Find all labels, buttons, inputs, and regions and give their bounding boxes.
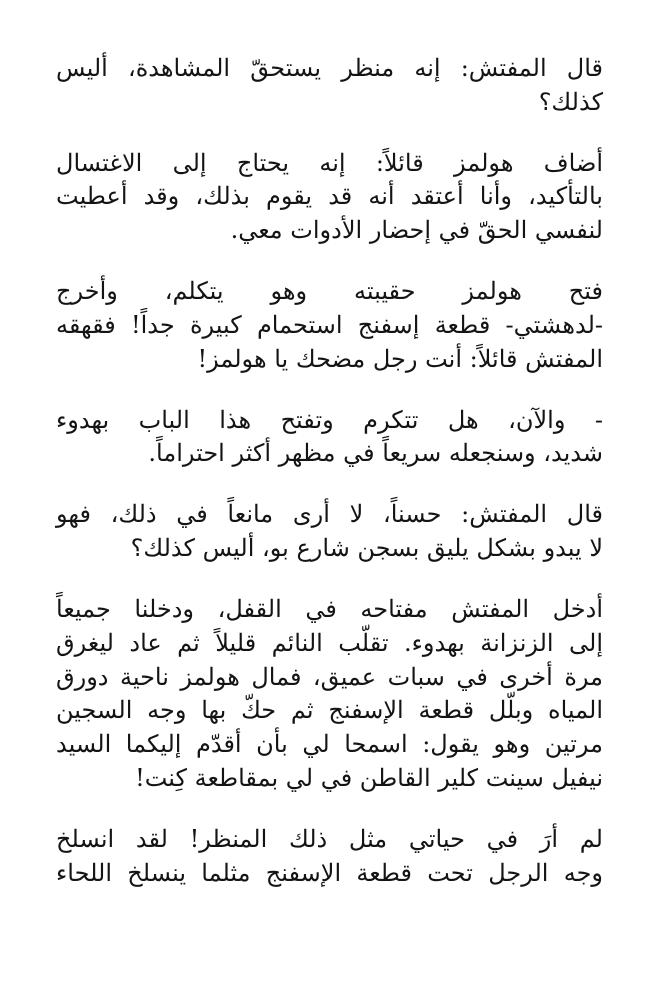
paragraph (56, 404, 603, 472)
text-line: فتح هولمز حقيبته وهو يتكلم، وأخرج (56, 277, 603, 306)
text-line: أدخل المفتش مفتاحه في القفل، ودخلنا جميعاً (56, 594, 603, 623)
paragraph (56, 275, 603, 376)
text-line: مرة أخرى في سبات عميق، فمال هولمز ناحية دورق (56, 662, 603, 691)
text-line: أضاف هولمز قائلاً: إنه يحتاج إلى الاغتسال (56, 148, 603, 177)
paragraph (56, 498, 603, 566)
text-line: إلى الزنزانة بهدوء. تقلّب النائم قليلاً ثم عاد ليغرق (56, 628, 603, 657)
text-line: لنفسي الحقّ في إحضار الأدوات معي. (230, 216, 603, 245)
text-line: المياه وبلّل قطعة الإسفنج ثم حكّ بها وجه السجين (56, 696, 603, 725)
text-line: قال المفتش: إنه منظر يستحقّ المشاهدة، أليس (56, 54, 603, 82)
text-line: نيفيل سينت كلير القاطن في لي بمقاطعة كِنت! (135, 764, 603, 793)
text-line: - والآن، هل تتكرم وتفتح هذا الباب بهدوء (56, 405, 603, 434)
paragraph (56, 823, 603, 891)
paragraph (56, 593, 603, 796)
text-line: كذلك؟ (538, 87, 603, 116)
text-line: شديد، وسنجعله سريعاً في مظهر أكثر احتراماً. (148, 439, 603, 468)
text-line: وجه الرجل تحت قطعة الإسفنج مثلما ينسلخ اللحاء (56, 858, 603, 887)
text-line: لم أرَ في حياتي مثل ذلك المنظر! لقد انسلخ (56, 824, 603, 853)
text-line: لا يبدو بشكل يليق بسجن شارع بو، أليس كذلك؟ (130, 534, 603, 563)
text-line: مرتين وهو يقول: اسمحا لي بأن أقدّم إليكما السيد (56, 730, 603, 759)
text-line: قال المفتش: حسناً، لا أرى مانعاً في ذلك، فهو (56, 500, 603, 529)
paragraph (56, 147, 603, 248)
text-line: المفتش قائلاً: أنت رجل مضحك يا هولمز! (197, 344, 603, 373)
paragraph (56, 52, 603, 120)
text-line: -لدهشتي- قطعة إسفنج استحمام كبيرة جداً! فقهقه (56, 310, 603, 339)
text-line: بالتأكيد، وأنا أعتقد أنه قد يقوم بذلك، وقد أعطيت (56, 182, 603, 211)
